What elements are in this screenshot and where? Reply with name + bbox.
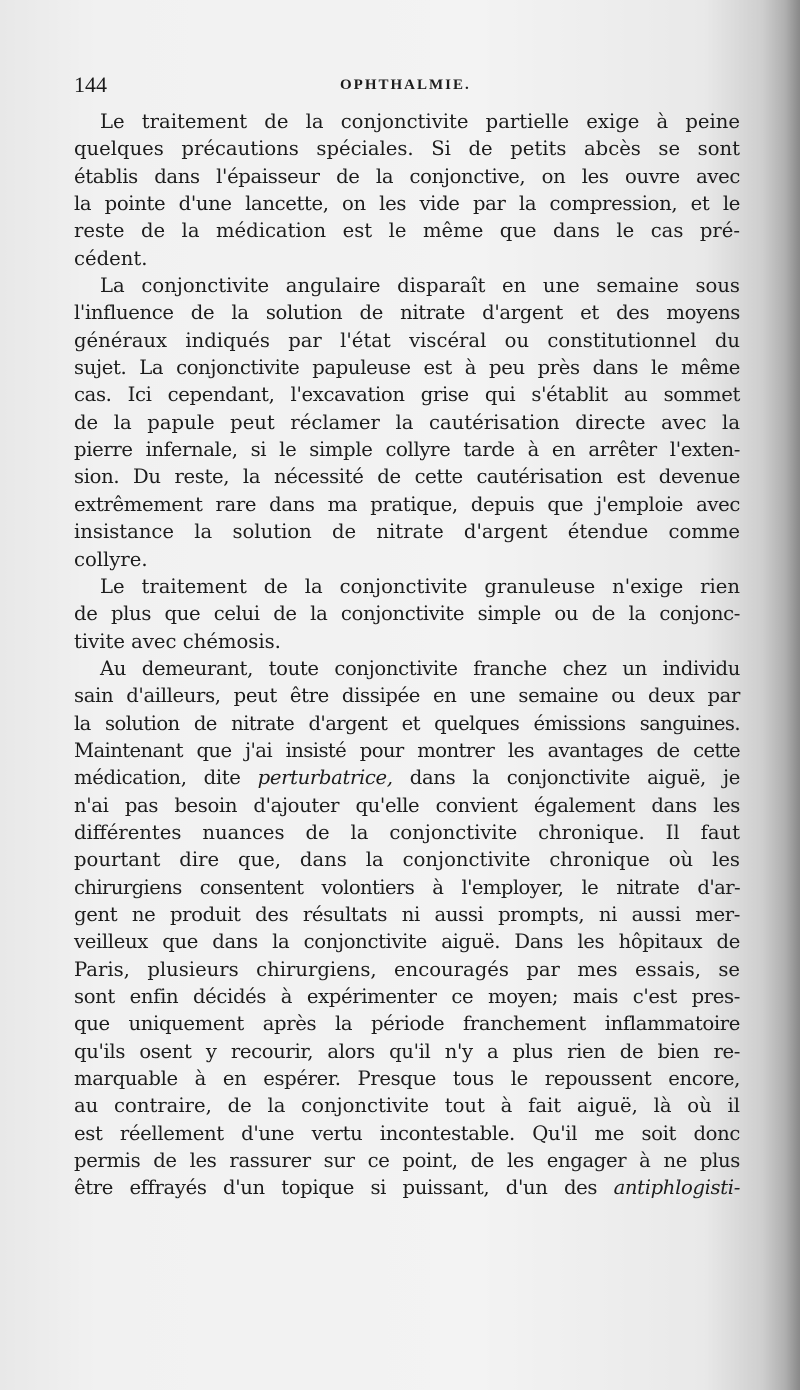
text-line	[74, 764, 740, 791]
text-line: est réellement d'une vertu incontestable. Qu'il me soit donc	[74, 1121, 740, 1145]
text-line: cédent.	[74, 246, 148, 270]
text-line: que uniquement après la période franchement inflammatoire	[74, 1012, 740, 1036]
text-line: pierre infernale, si le simple collyre tarde à en arrêter l'exten-	[74, 438, 740, 462]
text-line: permis de les rassurer sur ce point, de les engager à ne plus	[74, 1149, 740, 1173]
text-line: Paris, plusieurs chirurgiens, encouragés par mes essais, se	[74, 957, 740, 981]
text-line: reste de la médication est le même que dans le cas pré-	[74, 219, 740, 243]
text-span: médication, dite	[74, 766, 241, 790]
text-line: sont enfin décidés à expérimenter ce moyen; mais c'est pres-	[74, 985, 740, 1008]
text-line: quelques précautions spéciales. Si de petits abcès se sont	[74, 137, 740, 161]
text-line: gent ne produit des résultats ni aussi prompts, ni aussi mer-	[74, 902, 740, 926]
page-header	[74, 72, 746, 102]
text-line: qu'ils osent y recourir, alors qu'il n'y a plus rien de bien re-	[74, 1039, 740, 1063]
text-line: cas. Ici cependant, l'excavation grise qui s'établit au sommet	[74, 383, 740, 407]
text-line: extrêmement rare dans ma pratique, depuis que j'emploie avec	[74, 492, 740, 516]
text-line: marquable à en espérer. Presque tous le repoussent encore,	[74, 1067, 740, 1091]
text-line: au contraire, de la conjonctivite tout à fait aiguë, là où il	[74, 1094, 740, 1118]
italic-term: antiphlogisti-	[613, 1176, 740, 1200]
running-title: OPHTHALMIE.	[340, 77, 471, 93]
text-line: pourtant dire que, dans la conjonctivite chronique où les	[74, 848, 740, 872]
text-line: de plus que celui de la conjonctivite simple ou de la conjonc-	[74, 602, 740, 626]
text-line: La conjonctivite angulaire disparaît en une semaine sous	[100, 274, 740, 298]
text-line: Au demeurant, toute conjonctivite franche chez un individu	[100, 656, 740, 680]
text-line: la pointe d'une lancette, on les vide par la compression, et le	[74, 192, 740, 216]
text-line: Le traitement de la conjonctivite granuleuse n'exige rien	[100, 574, 740, 598]
text-line	[74, 1174, 740, 1201]
italic-term: perturbatrice,	[257, 766, 393, 790]
text-line: sujet. La conjonctivite papuleuse est à peu près dans le même	[74, 356, 740, 380]
text-line: collyre.	[74, 547, 148, 571]
text-line: veilleux que dans la conjonctivite aiguë. Dans les hôpitaux de	[74, 930, 740, 954]
text-line: tivite avec chémosis.	[74, 629, 281, 653]
text-line: généraux indiqués par l'état viscéral ou constitutionnel du	[74, 328, 740, 352]
page-number: 144	[74, 72, 107, 97]
text-line: insistance la solution de nitrate d'argent étendue comme	[74, 520, 740, 544]
text-span: dans la conjonctivite aiguë, je	[409, 766, 740, 790]
text-line: sion. Du reste, la nécessité de cette cautérisation est devenue	[74, 465, 740, 489]
text-line: de la papule peut réclamer la cautérisation directe avec la	[74, 410, 740, 434]
text-line: sain d'ailleurs, peut être dissipée en une semaine ou deux par	[74, 684, 740, 708]
text-line: Maintenant que j'ai insisté pour montrer les avantages de cette	[74, 738, 740, 762]
body-text	[74, 108, 740, 1202]
text-line: différentes nuances de la conjonctivite chronique. Il faut	[74, 820, 740, 844]
text-line: établis dans l'épaisseur de la conjonctive, on les ouvre avec	[74, 164, 740, 188]
text-line: Le traitement de la conjonctivite partielle exige à peine	[100, 110, 740, 133]
text-span: être effrayés d'un topique si puissant, d'un des	[74, 1176, 598, 1200]
text-line: la solution de nitrate d'argent et quelques émissions sanguines.	[74, 711, 740, 735]
text-line: chirurgiens consentent volontiers à l'employer, le nitrate d'ar-	[74, 875, 740, 899]
text-line: l'influence de la solution de nitrate d'argent et des moyens	[74, 301, 740, 325]
text-line: n'ai pas besoin d'ajouter qu'elle convient également dans les	[74, 793, 740, 817]
page-edge-shadow	[762, 0, 800, 1390]
